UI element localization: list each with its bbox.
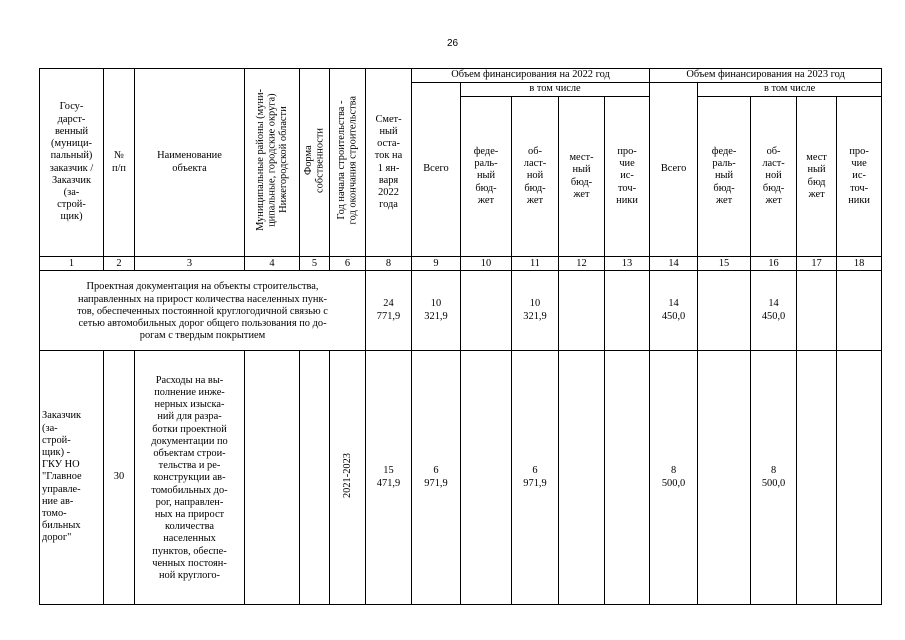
header-fin-2022: Объем финансирования на 2022 год	[412, 69, 650, 83]
column-number: 3	[135, 257, 245, 271]
row-total-2022: 6 971,9	[412, 351, 461, 605]
header-object-name: Наименование объекта	[135, 69, 245, 257]
header-years-text: Год начала строительства - год окончания строительства	[336, 96, 359, 225]
row-regional-2023: 8 500,0	[751, 351, 797, 605]
header-federal-2022: феде- раль- ный бюд- жет	[461, 97, 512, 257]
row-number: 30	[104, 351, 135, 605]
column-number: 18	[837, 257, 882, 271]
header-number: № п/п	[104, 69, 135, 257]
header-regional-2022: об- ласт- ной бюд- жет	[512, 97, 559, 257]
row-estimate: 15 471,9	[366, 351, 412, 605]
row-districts	[245, 351, 300, 605]
section-federal-2022	[461, 271, 512, 351]
header-years	[330, 69, 366, 257]
header-ownership	[300, 69, 330, 257]
page-number: 26	[446, 38, 459, 49]
section-title: Проектная документация на объекты строительства, направленных на прирост количества населенных пунк- тов, обеспеченных постоянной круглогодичной связью с сетью автомобильных дорог общего пользования по до- рогам с твердым покрытием	[40, 271, 366, 351]
column-number: 5	[300, 257, 330, 271]
header-other-2022: про- чие ис- точ- ники	[605, 97, 650, 257]
column-number: 6	[330, 257, 366, 271]
header-local-2022: мест- ный бюд- жет	[559, 97, 605, 257]
row-customer: Заказчик (за- строй- щик) - ГКУ НО "Главное управле- ние ав- томо- бильных дорог"	[40, 351, 104, 605]
column-number: 13	[605, 257, 650, 271]
header-fin-2023: Объем финансирования на 2023 год	[650, 69, 882, 83]
column-number: 12	[559, 257, 605, 271]
section-other-2022	[605, 271, 650, 351]
header-total-2022: Всего	[412, 83, 461, 257]
column-number: 1	[40, 257, 104, 271]
section-regional-2022: 10 321,9	[512, 271, 559, 351]
row-years-text: 2021-2023	[341, 452, 353, 498]
column-number: 2	[104, 257, 135, 271]
section-regional-2023: 14 450,0	[751, 271, 797, 351]
row-local-2022	[559, 351, 605, 605]
row-other-2023	[837, 351, 882, 605]
section-total-2023: 14 450,0	[650, 271, 698, 351]
row-local-2023	[797, 351, 837, 605]
row-object-name: Расходы на вы- полнение инже- нерных изыска- ний для разра- ботки проектной документации по объектам строи- тельства и ре- конструкции ав- томобильных до- рог, направлен- ных на прирост количества населенных пунктов, обеспе- ченных постоян- ной круглого-	[135, 351, 245, 605]
header-other-2023: про- чие ис- точ- ники	[837, 97, 882, 257]
section-total-2022: 10 321,9	[412, 271, 461, 351]
column-number: 8	[366, 257, 412, 271]
column-number: 14	[650, 257, 698, 271]
row-years	[330, 351, 366, 605]
row-ownership	[300, 351, 330, 605]
header-federal-2023: феде- раль- ный бюд- жет	[698, 97, 751, 257]
section-federal-2023	[698, 271, 751, 351]
header-ownership-text: Форма собственности	[303, 127, 326, 193]
row-federal-2022	[461, 351, 512, 605]
section-estimate: 24 771,9	[366, 271, 412, 351]
header-including-2022: в том числе	[461, 83, 650, 97]
header-customer: Госу- дарст- венный (муници- пальный) заказчик / Заказчик (за- строй- щик)	[40, 69, 104, 257]
column-number: 17	[797, 257, 837, 271]
column-number: 10	[461, 257, 512, 271]
header-local-2023: мест ный бюд жет	[797, 97, 837, 257]
header-including-2023: в том числе	[698, 83, 882, 97]
section-row	[40, 271, 882, 351]
header-estimate: Смет- ный оста- ток на 1 ян- варя 2022 года	[366, 69, 412, 257]
section-other-2023	[837, 271, 882, 351]
column-number: 4	[245, 257, 300, 271]
column-number: 9	[412, 257, 461, 271]
section-local-2022	[559, 271, 605, 351]
table-row	[40, 351, 882, 605]
header-regional-2023: об- ласт- ной бюд- жет	[751, 97, 797, 257]
financing-table	[39, 68, 882, 605]
row-other-2022	[605, 351, 650, 605]
header-total-2023: Всего	[650, 83, 698, 257]
row-total-2023: 8 500,0	[650, 351, 698, 605]
row-regional-2022: 6 971,9	[512, 351, 559, 605]
column-number: 16	[751, 257, 797, 271]
section-local-2023	[797, 271, 837, 351]
column-number: 15	[698, 257, 751, 271]
header-districts	[245, 69, 300, 257]
header-districts-text: Муниципальные районы (муни- ципальные, городские округа) Нижегородской области	[254, 89, 289, 232]
row-federal-2023	[698, 351, 751, 605]
column-number: 11	[512, 257, 559, 271]
